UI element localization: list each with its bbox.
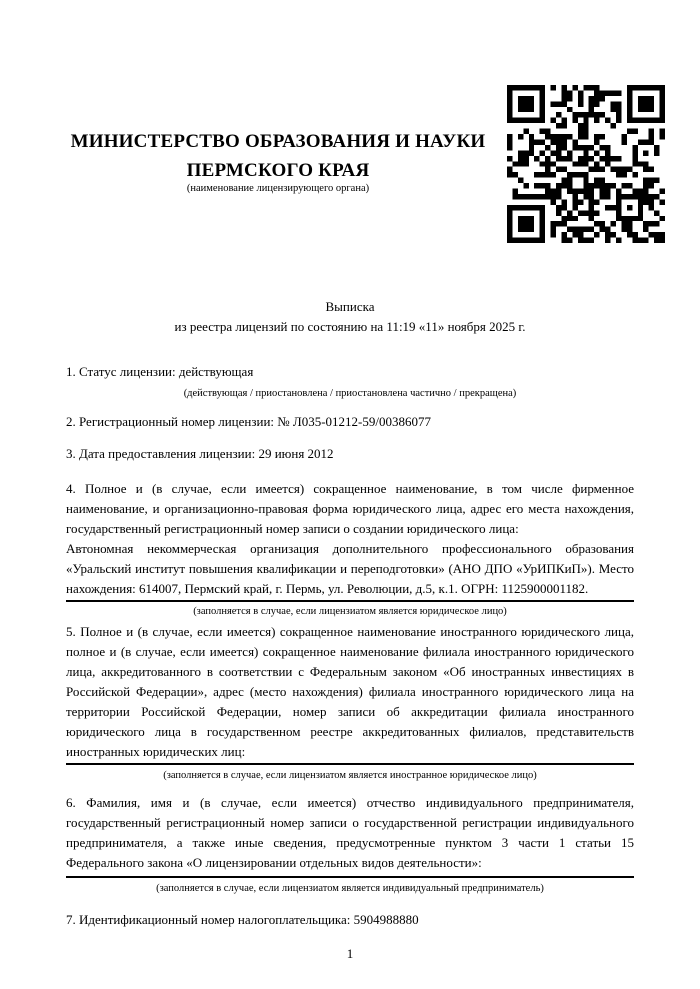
legal-entity-value: Автономная некоммерческая организация дополнительного профессионального образования «Уральский институт повышения квалификации и переподготовки» (АНО ДПО «УрИПКиП»). Место нахождения: 614007, Пермский край, г. Пермь, ул. Революции, д.5, к.1. ОГРН: 1125900001182. bbox=[66, 541, 634, 596]
document-title-line1: Выписка bbox=[325, 299, 375, 314]
ministry-caption: (наименование лицензирующего органа) bbox=[186, 183, 370, 194]
ministry-title-line2: ПЕРМСКОГО КРАЯ bbox=[186, 160, 370, 181]
entrepreneur-section: 6. Фамилия, имя и (в случае, если имеется) отчество индивидуального предпринимателя, государственный регистрационный номер записи о государственной регистрации индивидуального предпринимателя, а также иные сведения, предусмотренные пунктом 3 части 1 статьи 15 Федерального закона «О лицензировании отдельных видов деятельности»: bbox=[66, 795, 634, 870]
legal-entity-caption: (заполняется в случае, если лицензиатом является юридическое лицо) bbox=[66, 600, 634, 618]
legal-entity-section bbox=[66, 479, 634, 599]
page-number: 1 bbox=[346, 946, 354, 961]
taxpayer-id-line: 7. Идентификационный номер налогоплательщика: 5904988880 bbox=[66, 912, 419, 927]
grant-date-line: 3. Дата предоставления лицензии: 29 июня 2012 bbox=[66, 446, 334, 461]
document-title-date-line: из реестра лицензий по состоянию на 11:19 «11» ноября 2025 г. bbox=[174, 319, 526, 334]
ministry-title-line1: МИНИСТЕРСТВО ОБРАЗОВАНИЯ И НАУКИ bbox=[70, 131, 486, 152]
foreign-entity-section: 5. Полное и (в случае, если имеется) сокращенное наименование иностранного юридического лица, полное и (в случае, если имеется) сокращенное наименование филиала иностранного юридического лица, аккредитованного в соответствии с Федеральным законом «Об иностранных инвестициях в Российской Федерации», адрес (место нахождения) филиала иностранного юридического лица на территории Российской Федерации, номер записи об аккредитации филиала иностранного юридического лица в государственном реестре аккредитованных филиалов, представительств иностранных юридических лиц: bbox=[66, 624, 634, 759]
license-status-line: 1. Статус лицензии: действующая bbox=[66, 364, 254, 379]
license-status-options-caption: (действующая / приостановлена / приостановлена частично / прекращена) bbox=[183, 388, 517, 399]
registration-number-line: 2. Регистрационный номер лицензии: № Л035-01212-59/00386077 bbox=[66, 414, 432, 429]
entrepreneur-caption: (заполняется в случае, если лицензиатом является индивидуальный предприниматель) bbox=[66, 876, 634, 895]
foreign-entity-caption: (заполняется в случае, если лицензиатом является иностранное юридическое лицо) bbox=[66, 763, 634, 782]
document-body bbox=[66, 0, 634, 964]
legal-entity-label: 4. Полное и (в случае, если имеется) сокращенное наименование, в том числе фирменное наименование, и организационно-правовая форма юридического лица, адрес его места нахождения, государственный регистрационный номер записи о создании юридического лица: bbox=[66, 481, 634, 536]
